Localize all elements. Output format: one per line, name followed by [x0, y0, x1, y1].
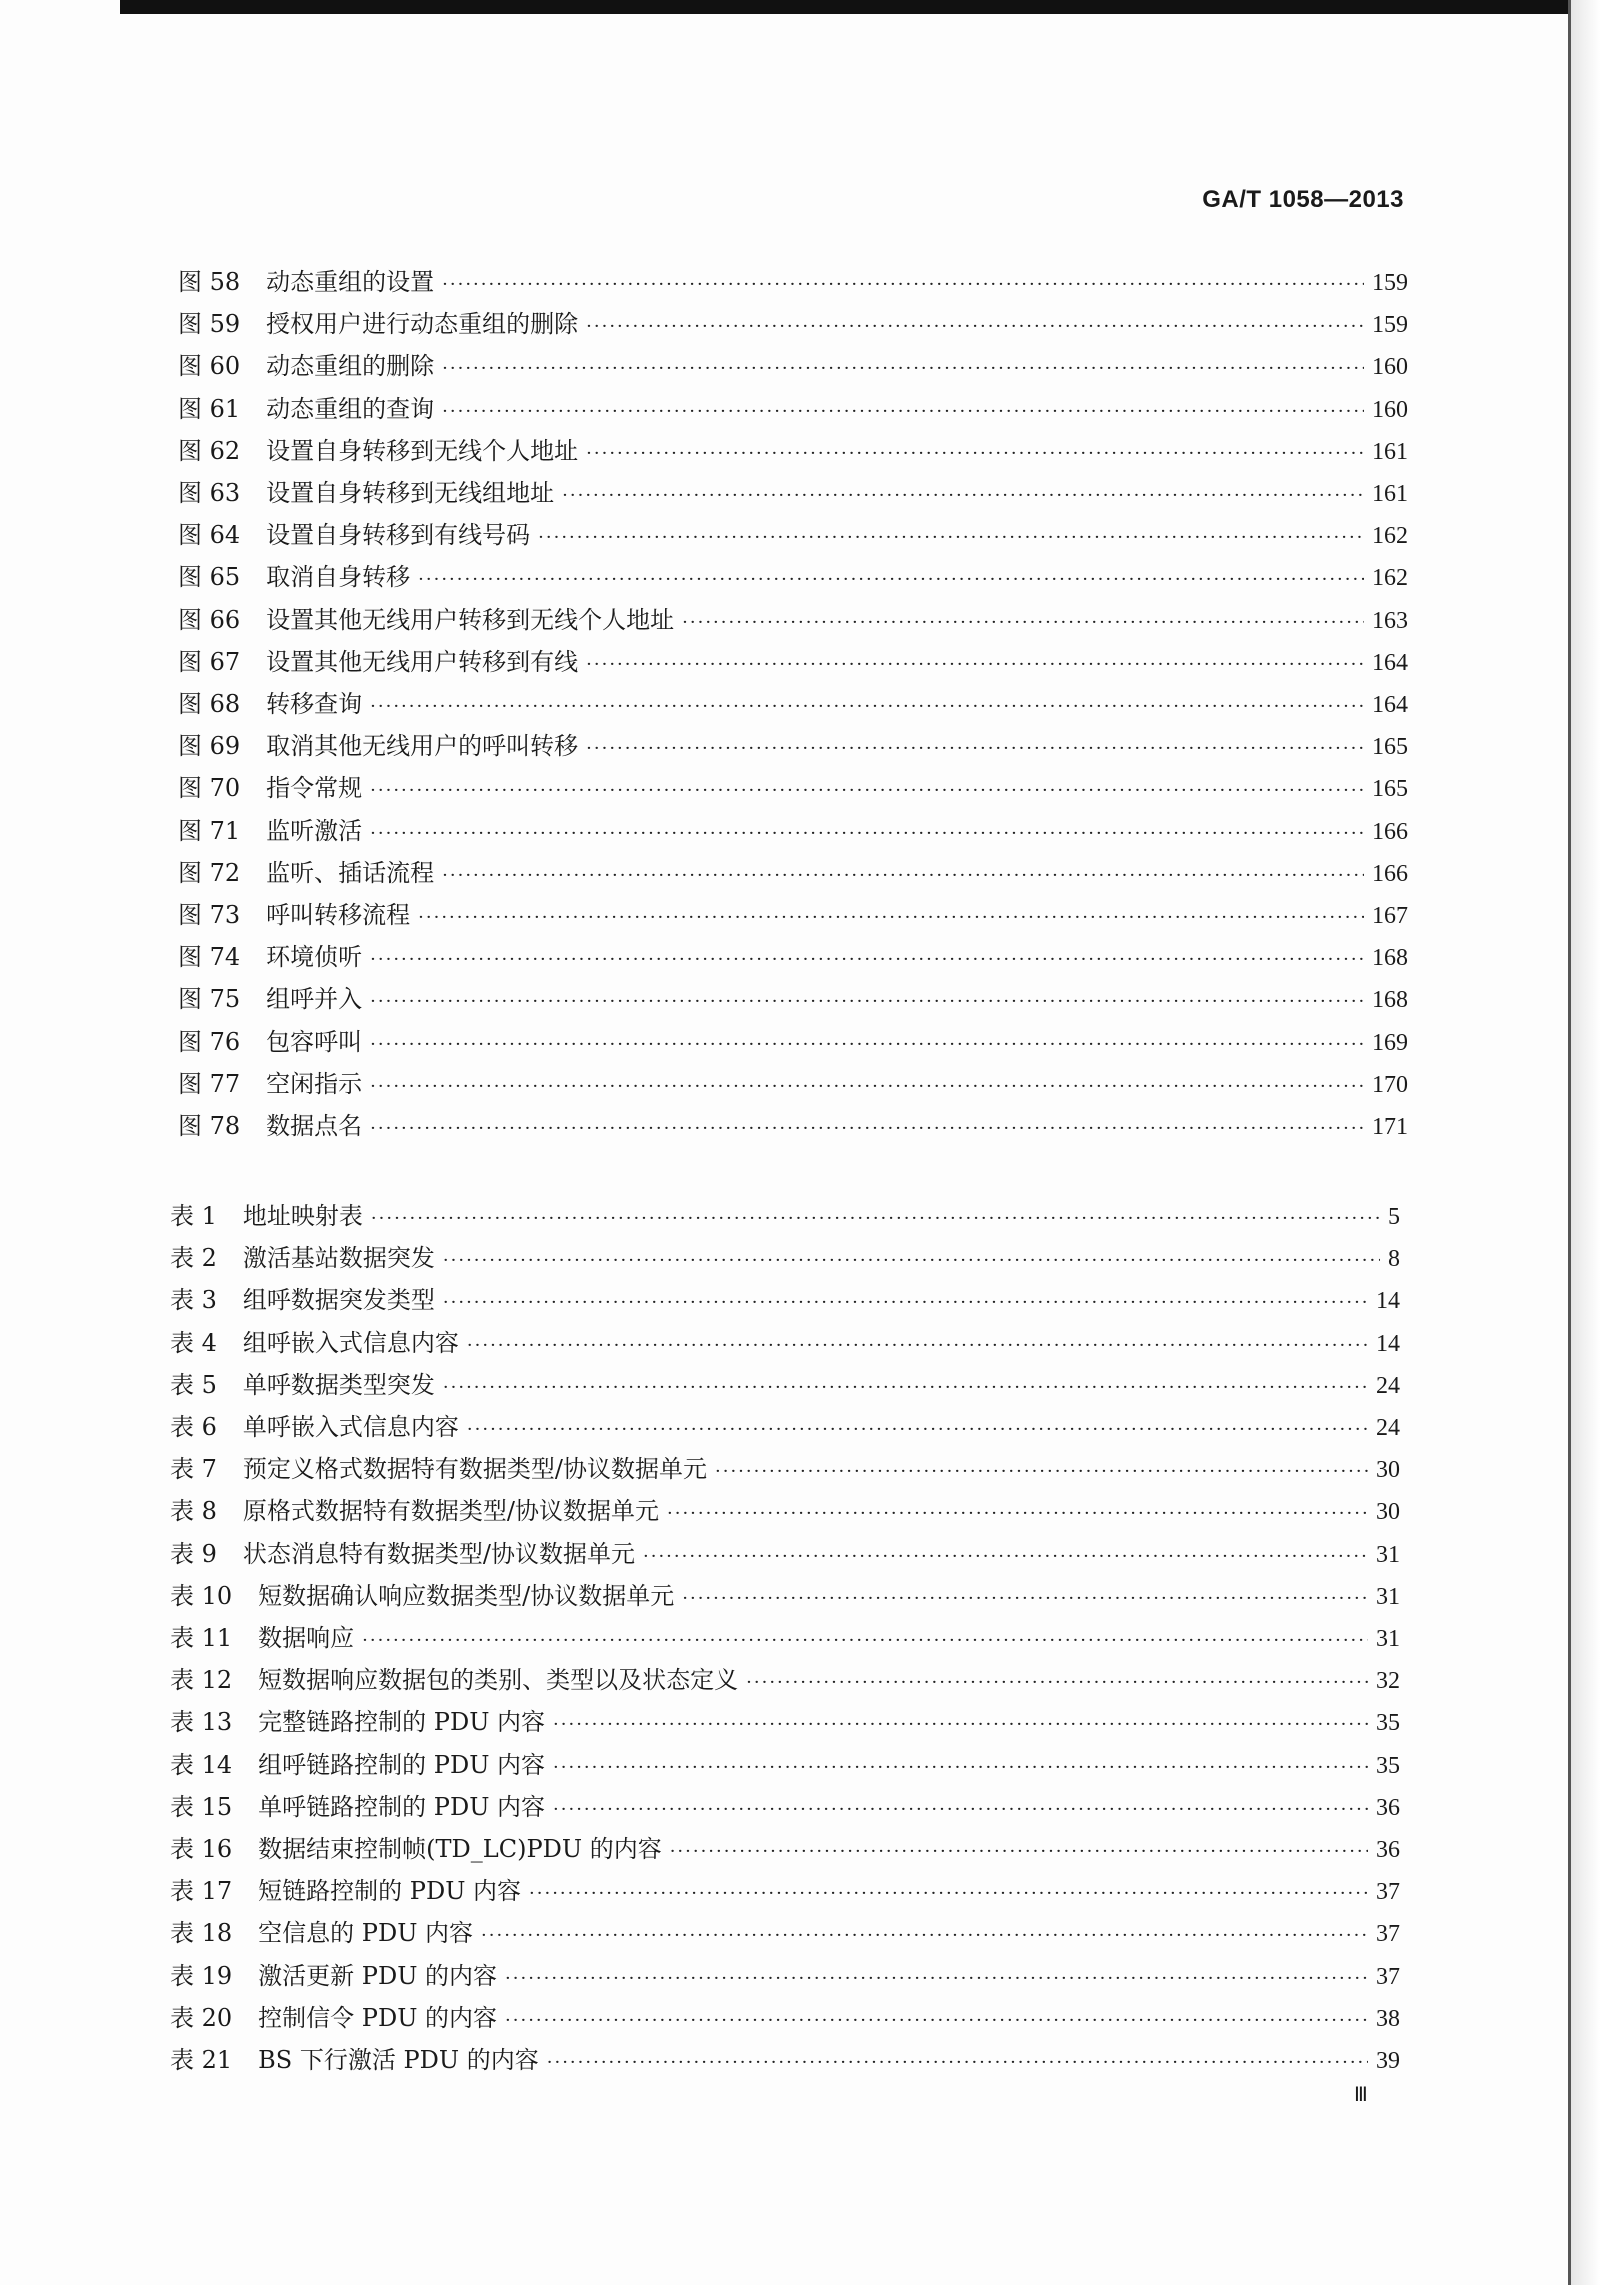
figure-toc-entry[interactable]: [178, 979, 1408, 1017]
entry-title: 包容呼叫: [266, 1027, 363, 1056]
entry-title: 短链路控制的 PDU 内容: [258, 1877, 522, 1906]
dot-leader: [505, 1968, 1368, 1989]
entry-title: 单呼数据类型突发: [242, 1370, 435, 1399]
entry-number: 表 2: [170, 1244, 217, 1273]
entry-number: 表 6: [170, 1413, 217, 1441]
table-toc-entry[interactable]: [170, 1998, 1400, 2036]
entry-number: 图 74: [178, 943, 241, 972]
table-toc-entry[interactable]: [170, 1534, 1400, 1572]
figure-toc-entry[interactable]: [178, 853, 1408, 891]
entry-number: 图 61: [178, 394, 241, 423]
figure-toc-entry[interactable]: [178, 1106, 1408, 1144]
entry-page-number: 37: [1376, 1879, 1400, 1906]
dot-leader: [370, 780, 1364, 801]
entry-page-number: 168: [1372, 945, 1408, 972]
entry-number: 表 16: [170, 1835, 233, 1863]
figure-toc-entry[interactable]: [178, 515, 1408, 553]
entry-title: 组呼并入: [266, 985, 363, 1014]
dot-leader: [643, 1546, 1368, 1567]
entry-title: 组呼数据突发类型: [242, 1286, 435, 1315]
entry-title: BS 下行激活 PDU 的内容: [258, 2046, 539, 2074]
entry-page-number: 170: [1372, 1071, 1408, 1098]
entry-title: 激活基站数据突发: [242, 1244, 435, 1273]
entry-page-number: 37: [1376, 1963, 1400, 1990]
dot-leader: [553, 1714, 1368, 1735]
entry-number: 表 19: [170, 1961, 233, 1990]
entry-number: 图 62: [178, 436, 241, 465]
entry-page-number: 167: [1372, 903, 1408, 929]
entry-number: 图 66: [178, 605, 241, 634]
dot-leader: [442, 358, 1364, 379]
entry-page-number: 37: [1376, 1921, 1400, 1948]
entry-number: 图 64: [178, 521, 241, 550]
entry-number: 表 8: [170, 1497, 217, 1526]
entry-number: 表 1: [170, 1202, 217, 1230]
entry-page-number: 14: [1376, 1330, 1400, 1357]
entry-title: 短数据响应数据包的类别、类型以及状态定义: [258, 1666, 739, 1695]
entry-number: 表 10: [170, 1581, 233, 1610]
entry-number: 图 59: [178, 310, 241, 339]
figure-toc-entry[interactable]: [178, 557, 1408, 595]
dot-leader: [370, 1034, 1364, 1055]
entry-number: 图 65: [178, 563, 241, 592]
entry-page-number: 165: [1372, 734, 1408, 761]
table-toc-entry[interactable]: [170, 1787, 1400, 1825]
entry-page-number: 24: [1376, 1415, 1400, 1441]
table-toc-entry[interactable]: [170, 1745, 1400, 1783]
entry-number: 表 12: [170, 1666, 233, 1695]
table-toc-entry[interactable]: [170, 1829, 1400, 1867]
entry-title: 动态重组的查询: [266, 394, 435, 423]
entry-number: 图 69: [178, 732, 241, 761]
table-toc-entry[interactable]: [170, 1702, 1400, 1740]
figure-toc-entry[interactable]: [178, 642, 1408, 680]
entry-number: 图 58: [178, 268, 241, 296]
entry-title: 设置自身转移到无线个人地址: [266, 436, 579, 465]
dot-leader: [547, 2052, 1368, 2073]
table-toc-entry[interactable]: [170, 1196, 1400, 1234]
entry-title: 单呼嵌入式信息内容: [242, 1413, 459, 1441]
document-code: GA/T 1058—2013: [1202, 186, 1404, 213]
entry-page-number: 165: [1372, 776, 1408, 803]
dot-leader: [370, 1076, 1364, 1097]
table-toc-entry[interactable]: [170, 1365, 1400, 1403]
figure-toc-entry[interactable]: [178, 600, 1408, 638]
entry-number: 表 15: [170, 1792, 233, 1821]
entry-title: 完整链路控制的 PDU 内容: [258, 1708, 546, 1737]
entry-title: 短数据确认响应数据类型/协议数据单元: [258, 1581, 675, 1610]
figure-toc-entry[interactable]: [178, 811, 1408, 849]
entry-page-number: 166: [1372, 860, 1408, 887]
entry-title: 组呼链路控制的 PDU 内容: [258, 1750, 546, 1779]
entry-title: 数据点名: [266, 1112, 363, 1140]
entry-title: 转移查询: [266, 690, 363, 718]
dot-leader: [586, 738, 1364, 759]
entry-title: 设置自身转移到无线组地址: [266, 479, 555, 507]
figure-toc-entry[interactable]: [178, 1022, 1408, 1060]
table-toc-entry[interactable]: [170, 1913, 1400, 1951]
entry-page-number: 14: [1376, 1288, 1400, 1315]
table-toc-entry[interactable]: [170, 1323, 1400, 1361]
figure-toc-entry[interactable]: [178, 726, 1408, 764]
table-toc-entry[interactable]: [170, 1576, 1400, 1614]
entry-number: 表 20: [170, 2003, 233, 2032]
table-toc-entry[interactable]: [170, 1449, 1400, 1487]
entry-number: 图 71: [178, 816, 241, 845]
entry-page-number: 166: [1372, 818, 1408, 845]
table-toc-entry[interactable]: [170, 1871, 1400, 1909]
dot-leader: [467, 1419, 1368, 1440]
dot-leader: [418, 907, 1364, 928]
dot-leader: [553, 1757, 1368, 1778]
entry-number: 表 9: [170, 1539, 217, 1568]
entry-number: 图 68: [178, 690, 241, 718]
entry-page-number: 164: [1372, 692, 1408, 718]
dot-leader: [481, 1925, 1368, 1946]
dot-leader: [746, 1672, 1368, 1693]
entry-number: 表 21: [170, 2046, 233, 2074]
dot-leader: [553, 1799, 1368, 1820]
dot-leader: [467, 1335, 1368, 1356]
entry-title: 动态重组的删除: [266, 352, 435, 381]
dot-leader: [418, 569, 1364, 590]
entry-page-number: 168: [1372, 987, 1408, 1014]
figure-toc-entry[interactable]: [178, 346, 1408, 384]
entry-page-number: 30: [1376, 1499, 1400, 1526]
table-toc-entry[interactable]: [170, 2040, 1400, 2078]
dot-leader: [538, 527, 1364, 548]
entry-title: 设置其他无线用户转移到有线: [266, 647, 579, 676]
entry-page-number: 161: [1372, 481, 1408, 507]
entry-number: 图 73: [178, 901, 241, 929]
figure-toc-entry[interactable]: [178, 684, 1408, 722]
entry-number: 表 17: [170, 1877, 233, 1906]
right-scan-shadow: [1571, 0, 1600, 2285]
entry-page-number: 36: [1376, 1794, 1400, 1821]
figure-toc-entry[interactable]: [178, 895, 1408, 933]
dot-leader: [715, 1461, 1368, 1482]
entry-title: 取消其他无线用户的呼叫转移: [266, 732, 579, 761]
entry-page-number: 169: [1372, 1029, 1408, 1056]
entry-title: 指令常规: [266, 774, 363, 803]
entry-page-number: 35: [1376, 1752, 1400, 1779]
figure-toc-entry[interactable]: [178, 389, 1408, 427]
entry-number: 表 4: [170, 1328, 217, 1357]
dot-leader: [442, 274, 1364, 295]
entry-page-number: 160: [1372, 396, 1408, 423]
page-folio: Ⅲ: [1354, 2084, 1368, 2106]
entry-title: 数据结束控制帧(TD_LC)PDU 的内容: [258, 1835, 662, 1863]
entry-page-number: 36: [1376, 1837, 1400, 1863]
entry-page-number: 164: [1372, 649, 1408, 676]
dot-leader: [362, 1630, 1368, 1651]
entry-number: 表 14: [170, 1750, 233, 1779]
entry-number: 图 70: [178, 774, 241, 803]
dot-leader: [682, 1588, 1368, 1609]
entry-page-number: 159: [1372, 270, 1408, 296]
dot-leader: [586, 654, 1364, 675]
entry-title: 数据响应: [258, 1624, 355, 1652]
entry-title: 呼叫转移流程: [266, 901, 411, 929]
dot-leader: [586, 316, 1364, 337]
entry-page-number: 162: [1372, 523, 1408, 550]
entry-page-number: 30: [1376, 1457, 1400, 1484]
entry-page-number: 8: [1388, 1246, 1400, 1273]
table-toc-entry[interactable]: [170, 1491, 1400, 1529]
figure-toc-entry[interactable]: [178, 768, 1408, 806]
entry-title: 取消自身转移: [266, 563, 411, 592]
entry-page-number: 159: [1372, 312, 1408, 339]
dot-leader: [667, 1503, 1368, 1524]
figure-toc-entry[interactable]: [178, 1064, 1408, 1102]
entry-page-number: 5: [1388, 1204, 1400, 1230]
dot-leader: [370, 949, 1364, 970]
dot-leader: [682, 612, 1364, 633]
entry-number: 表 3: [170, 1286, 217, 1315]
entry-title: 激活更新 PDU 的内容: [258, 1961, 498, 1990]
entry-page-number: 31: [1376, 1626, 1400, 1652]
entry-number: 图 72: [178, 858, 241, 887]
entry-title: 环境侦听: [266, 943, 363, 972]
entry-page-number: 163: [1372, 607, 1408, 634]
entry-title: 状态消息特有数据类型/协议数据单元: [242, 1539, 635, 1568]
entry-number: 表 18: [170, 1919, 233, 1948]
entry-number: 图 60: [178, 352, 241, 381]
entry-title: 原格式数据特有数据类型/协议数据单元: [242, 1497, 659, 1526]
entry-number: 图 67: [178, 647, 241, 676]
entry-number: 表 7: [170, 1455, 217, 1484]
table-toc-entry[interactable]: [170, 1238, 1400, 1276]
table-toc-entry[interactable]: [170, 1660, 1400, 1698]
entry-number: 表 13: [170, 1708, 233, 1737]
dot-leader: [370, 1118, 1364, 1139]
entry-number: 表 5: [170, 1370, 217, 1399]
entry-number: 图 75: [178, 985, 241, 1014]
entry-page-number: 35: [1376, 1710, 1400, 1737]
entry-number: 图 78: [178, 1112, 241, 1140]
dot-leader: [443, 1250, 1380, 1271]
entry-title: 监听激活: [266, 816, 363, 845]
entry-page-number: 32: [1376, 1668, 1400, 1695]
dot-leader: [529, 1883, 1368, 1904]
entry-number: 图 63: [178, 479, 241, 507]
entry-title: 组呼嵌入式信息内容: [242, 1328, 459, 1357]
dot-leader: [586, 443, 1364, 464]
table-toc-entry[interactable]: [170, 1407, 1400, 1445]
dot-leader: [370, 991, 1364, 1012]
table-toc-entry[interactable]: [170, 1280, 1400, 1318]
dot-leader: [562, 485, 1364, 506]
top-scan-border: [120, 0, 1570, 14]
entry-title: 授权用户进行动态重组的删除: [266, 310, 579, 339]
table-toc-entry[interactable]: [170, 1956, 1400, 1994]
entry-page-number: 171: [1372, 1114, 1408, 1140]
entry-title: 空闲指示: [266, 1069, 363, 1098]
entry-page-number: 162: [1372, 565, 1408, 592]
dot-leader: [670, 1841, 1368, 1862]
entry-title: 监听、插话流程: [266, 858, 435, 887]
dot-leader: [443, 1377, 1368, 1398]
entry-page-number: 31: [1376, 1583, 1400, 1610]
dot-leader: [442, 401, 1364, 422]
dot-leader: [370, 696, 1364, 717]
entry-title: 动态重组的设置: [266, 268, 435, 296]
figure-toc-entry[interactable]: [178, 431, 1408, 469]
dot-leader: [505, 2010, 1368, 2031]
dot-leader: [442, 865, 1364, 886]
entry-title: 设置其他无线用户转移到无线个人地址: [266, 605, 675, 634]
figure-toc-entry[interactable]: [178, 937, 1408, 975]
entry-number: 图 77: [178, 1069, 241, 1098]
entry-page-number: 161: [1372, 438, 1408, 465]
entry-page-number: 39: [1376, 2048, 1400, 2074]
entry-number: 表 11: [170, 1624, 233, 1652]
entry-title: 设置自身转移到有线号码: [266, 521, 531, 550]
entry-title: 空信息的 PDU 内容: [258, 1919, 474, 1948]
figure-toc-entry[interactable]: [178, 473, 1408, 511]
figure-toc-entry[interactable]: [178, 262, 1408, 300]
entry-page-number: 38: [1376, 2005, 1400, 2032]
entry-page-number: 24: [1376, 1372, 1400, 1399]
dot-leader: [371, 1208, 1380, 1229]
entry-title: 地址映射表: [242, 1202, 363, 1230]
entry-title: 单呼链路控制的 PDU 内容: [258, 1792, 546, 1821]
figure-toc-entry[interactable]: [178, 304, 1408, 342]
entry-number: 图 76: [178, 1027, 241, 1056]
entry-page-number: 31: [1376, 1541, 1400, 1568]
dot-leader: [370, 823, 1364, 844]
entry-title: 控制信令 PDU 的内容: [258, 2003, 498, 2032]
entry-page-number: 160: [1372, 354, 1408, 381]
table-toc-entry[interactable]: [170, 1618, 1400, 1656]
dot-leader: [443, 1292, 1368, 1313]
entry-title: 预定义格式数据特有数据类型/协议数据单元: [242, 1455, 707, 1484]
